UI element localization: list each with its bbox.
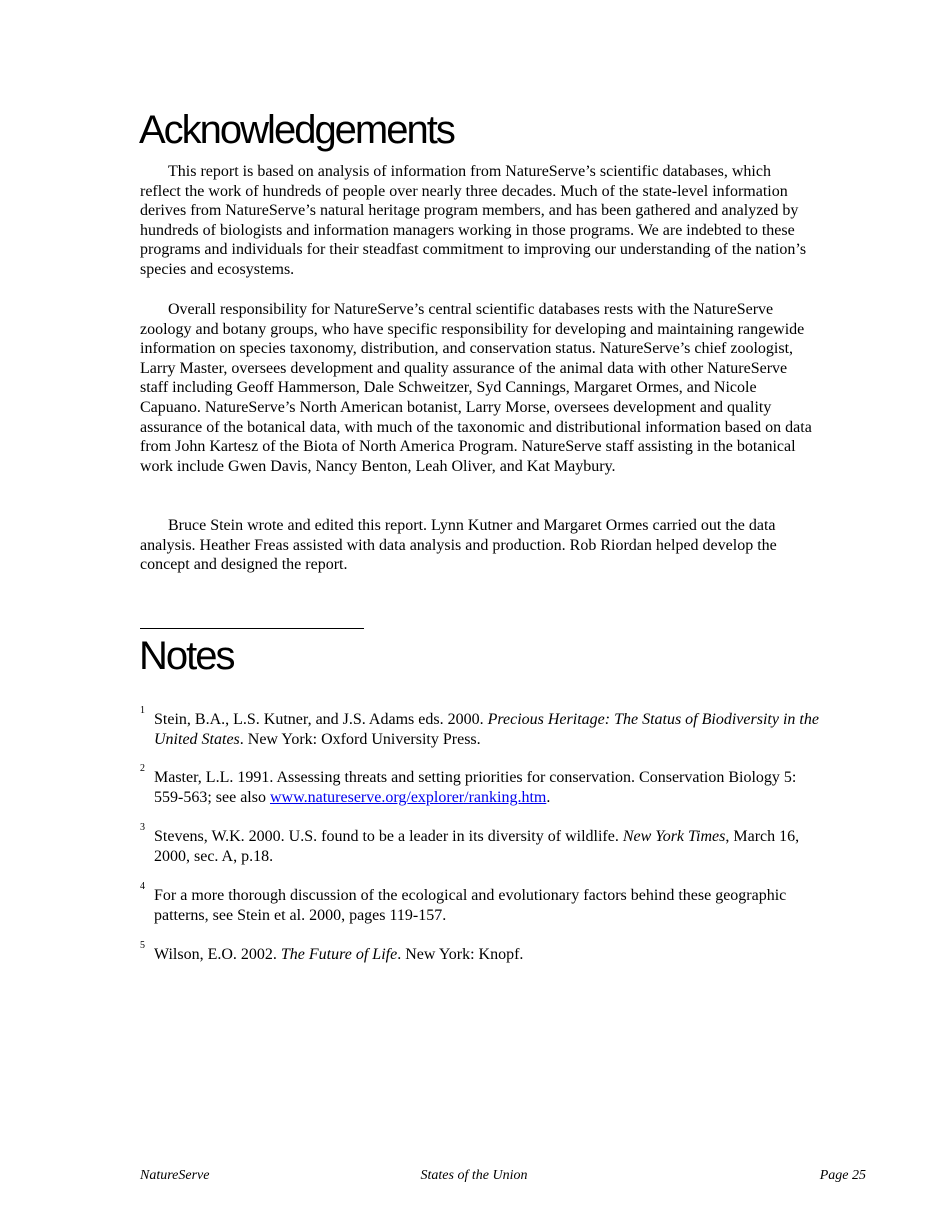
note-number: 3 [140,822,145,833]
note-item [140,705,820,749]
note-item [140,822,820,866]
note-text: Stein, B.A., L.S. Kutner, and J.S. Adams eds. 2000. Precious Heritage: The Status of Biodiversity in the United States. New York: Oxford University Press. [154,711,819,748]
footer-report-title: States of the Union [420,1168,528,1183]
section-divider [140,628,364,629]
note-item [140,940,820,965]
note-text: Stevens, W.K. 2000. U.S. found to be a leader in its diversity of wildlife. New York Times, March 16, 2000, sec. A, p.18. [154,828,800,865]
note-title: New York Times [622,828,726,845]
note-number: 1 [140,705,145,716]
note-title: The Future of Life [280,946,398,963]
note-item [140,881,820,925]
note-number: 2 [140,763,145,774]
note-number: 4 [140,881,145,892]
note-number: 5 [140,940,145,951]
acknowledgements-paragraph: This report is based on analysis of information from NatureServe’s scientific databases, which reflect the work of hundreds of people over nearly three decades. Much of the state-level information derives from NatureServe’s natural heritage program members, and has been gathered and analyzed by hundreds of biologists and information managers working in those programs. We are indebted to these programs and individuals for their steadfast commitment to improving our understanding of the nation’s species and ecosystems. [140,163,807,278]
acknowledgements-heading: Acknowledgements [139,108,454,152]
acknowledgements-paragraph: Overall responsibility for NatureServe’s central scientific databases rests with the NatureServe zoology and botany groups, who have specific responsibility for developing and maintaining rangewide information on species taxonomy, distribution, and conservation status. NatureServe’s chief zoologist, Larry Master, oversees development and quality assurance of the animal data with other NatureServe staff including Geoff Hammerson, Dale Schweitzer, Syd Cannings, Margaret Ormes, and Nicole Capuano. NatureServe’s North American botanist, Larry Morse, oversees development and quality assurance of the botanical data, with much of the taxonomic and distributional information based on data from John Kartesz of the Biota of North America Program. NatureServe staff assisting in the botanical work include Gwen Davis, Nancy Benton, Leah Oliver, and Kat Maybury. [140,301,812,475]
note-text: For a more thorough discussion of the ecological and evolutionary factors behind these geographic patterns, see Stein et al. 2000, pages 119-157. [154,887,787,924]
ranking-link[interactable]: www.natureserve.org/explorer/ranking.htm [269,788,547,806]
acknowledgements-paragraph: Bruce Stein wrote and edited this report. Lynn Kutner and Margaret Ormes carried out the data analysis. Heather Freas assisted with data analysis and production. Rob Riordan helped develop the concept and designed the report. [140,517,777,574]
note-text: Master, L.L. 1991. Assessing threats and setting priorities for conservation. Conservation Biology 5: 559-563; see also www.natureserve.org/explorer/ranking.htm. [154,769,797,806]
note-text: Wilson, E.O. 2002. The Future of Life. New York: Knopf. [154,946,524,963]
note-title: Precious Heritage: The Status of Biodiversity in the United States [154,711,819,748]
footer-organization: NatureServe [140,1168,210,1183]
notes-heading: Notes [139,634,234,678]
footer-page-number: Page 25 [819,1168,866,1183]
note-item [140,763,820,807]
